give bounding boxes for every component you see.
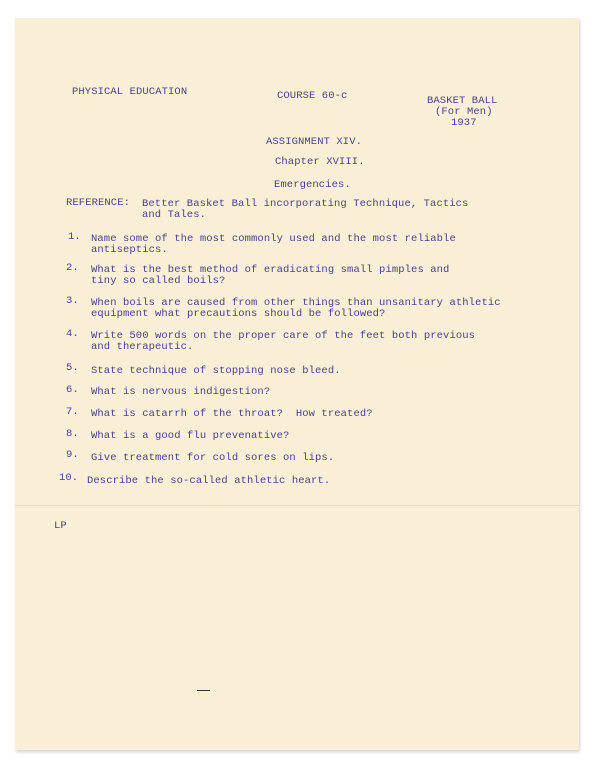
- chapter-title: Chapter XVIII.: [275, 156, 365, 168]
- course-number: COURSE 60-c: [277, 90, 348, 102]
- ink-mark: [197, 690, 210, 691]
- question-text: What is nervous indigestion?: [91, 386, 271, 398]
- question-number: 5.: [66, 362, 79, 374]
- question-number: 3.: [66, 295, 79, 307]
- typist-initials: LP: [54, 520, 67, 532]
- topic-title: Emergencies.: [274, 179, 351, 191]
- question-text: State technique of stopping nose bleed.: [91, 365, 341, 377]
- question-number: 2.: [66, 262, 79, 274]
- document-page: [15, 18, 579, 750]
- question-number: 1.: [68, 231, 81, 243]
- question-text: What is the best method of eradicating small pimples and: [91, 264, 450, 276]
- sport-heading: BASKET BALL: [427, 95, 498, 107]
- question-text-continued: and therapeutic.: [91, 341, 194, 353]
- question-number: 4.: [66, 328, 79, 340]
- reference-label: REFERENCE:: [66, 197, 131, 209]
- question-text: What is catarrh of the throat? How treated?: [91, 408, 373, 420]
- question-number: 10.: [59, 472, 79, 484]
- audience-label: (For Men): [435, 106, 493, 118]
- question-text: Describe the so-called athletic heart.: [87, 475, 331, 487]
- question-text: Write 500 words on the proper care of the feet both previous: [91, 330, 476, 342]
- question-text-continued: tiny so called boils?: [91, 275, 226, 287]
- question-text-continued: equipment what precautions should be followed?: [91, 308, 386, 320]
- question-number: 7.: [66, 406, 79, 418]
- question-text: What is a good flu prevenative?: [91, 430, 290, 442]
- question-text: Name some of the most commonly used and the most reliable: [91, 233, 456, 245]
- year-label: 1937: [451, 117, 477, 129]
- question-number: 6.: [66, 384, 79, 396]
- question-number: 8.: [66, 428, 79, 440]
- fold-line: [15, 505, 579, 506]
- assignment-title: ASSIGNMENT XIV.: [266, 136, 363, 148]
- department-heading: PHYSICAL EDUCATION: [72, 86, 188, 98]
- reference-line-1: Better Basket Ball incorporating Technique, Tactics: [142, 198, 469, 210]
- question-number: 9.: [66, 449, 79, 461]
- question-text: When boils are caused from other things than unsanitary athletic: [91, 297, 501, 309]
- question-text-continued: antiseptics.: [91, 244, 168, 256]
- reference-line-2: and Tales.: [142, 209, 207, 221]
- question-text: Give treatment for cold sores on lips.: [91, 452, 335, 464]
